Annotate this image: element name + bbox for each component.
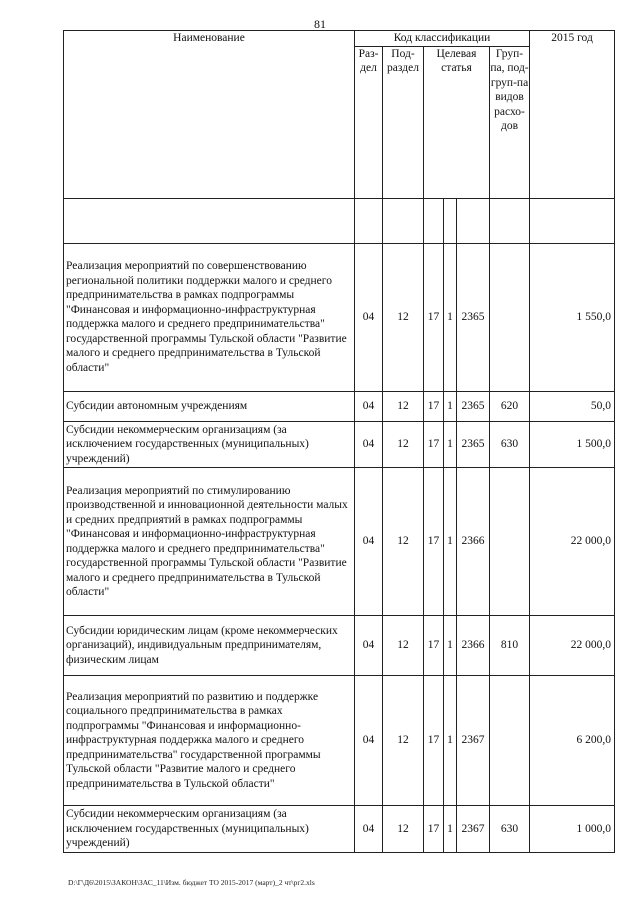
row-target-subprogram: 1 [444, 806, 457, 853]
row-razdel: 04 [355, 243, 383, 391]
row-target-program: 17 [424, 468, 444, 616]
row-name: Субсидии некоммерческим организациям (за исключением государственных (муниципальных) учреждений) [64, 806, 355, 853]
row-name: Субсидии некоммерческим организациям (за исключением государственных (муниципальных) учреждений) [64, 421, 355, 468]
row-name: Субсидии автономным учреждениям [64, 391, 355, 421]
row-amount: 1 550,0 [530, 243, 615, 391]
row-target-subprogram: 1 [444, 421, 457, 468]
column-header-classification-code: Код классификации [355, 31, 530, 47]
row-expense-group: 620 [490, 391, 530, 421]
row-amount: 1 000,0 [530, 806, 615, 853]
row-target-program: 17 [424, 616, 444, 676]
table-row [64, 391, 615, 421]
row-target-direction: 2365 [457, 391, 490, 421]
table-row [64, 676, 615, 806]
row-amount: 22 000,0 [530, 616, 615, 676]
row-razdel: 04 [355, 421, 383, 468]
row-razdel: 04 [355, 806, 383, 853]
row-name: Реализация мероприятий по совершенствованию региональной политики поддержки малого и среднего предпринимательства в рамках подпрограммы "Финансовая и информационно-инфраструктурная поддержка малого и среднего предпринимательства" государственной программы Тульской области "Развитие малого и среднего предпринимательства в Тульской области" [64, 243, 355, 391]
table-row [64, 616, 615, 676]
row-razdel: 04 [355, 468, 383, 616]
row-amount: 50,0 [530, 391, 615, 421]
row-target-program: 17 [424, 806, 444, 853]
row-expense-group: 810 [490, 616, 530, 676]
row-target-direction: 2367 [457, 676, 490, 806]
row-amount: 6 200,0 [530, 676, 615, 806]
table-row [64, 468, 615, 616]
row-podrazdel: 12 [383, 391, 424, 421]
column-header-razdel: Раз-дел [355, 46, 383, 198]
row-podrazdel: 12 [383, 421, 424, 468]
row-podrazdel: 12 [383, 616, 424, 676]
column-header-name: Наименование [64, 31, 355, 199]
row-expense-group [490, 243, 530, 391]
row-amount: 1 500,0 [530, 421, 615, 468]
row-expense-group [490, 468, 530, 616]
row-target-direction: 2365 [457, 243, 490, 391]
table-body [64, 198, 615, 852]
row-target-subprogram: 1 [444, 616, 457, 676]
row-podrazdel: 12 [383, 468, 424, 616]
row-target-direction: 2365 [457, 421, 490, 468]
row-target-program: 17 [424, 243, 444, 391]
row-podrazdel: 12 [383, 676, 424, 806]
row-expense-group: 630 [490, 806, 530, 853]
row-target-subprogram: 1 [444, 468, 457, 616]
row-target-direction: 2367 [457, 806, 490, 853]
column-header-target-article: Целевая статья [424, 46, 490, 198]
row-name: Субсидии юридическим лицам (кроме некоммерческих организаций), индивидуальным предпринимателям, физическим лицам [64, 616, 355, 676]
row-target-direction: 2366 [457, 468, 490, 616]
column-header-expense-group: Груп-па, под-груп-па видов расхо-дов [490, 46, 530, 198]
file-path-footer: D:\Г\Д6\2015\ЗАКОН\ЗАС_11\Изм. бюджет ТО 2015-2017 (март)_2 чт\рг2.xls [68, 878, 315, 887]
row-target-subprogram: 1 [444, 676, 457, 806]
row-target-program: 17 [424, 421, 444, 468]
row-target-subprogram: 1 [444, 243, 457, 391]
row-razdel: 04 [355, 676, 383, 806]
column-header-podrazdel: Под-раздел [383, 46, 424, 198]
page-number: 81 [314, 17, 326, 31]
column-header-year: 2015 год [530, 31, 615, 199]
budget-table [63, 30, 615, 853]
row-expense-group [490, 676, 530, 806]
row-name: Реализация мероприятий по развитию и поддержке социального предпринимательства в рамках подпрограммы "Финансовая и информационно-инфраструктурная поддержка малого и среднего предпринимательства" государственной программы Тульской области "Развитие малого и среднего предпринимательства в Тульской области" [64, 676, 355, 806]
row-podrazdel: 12 [383, 243, 424, 391]
row-target-subprogram: 1 [444, 391, 457, 421]
spacer-row [64, 198, 615, 243]
row-target-direction: 2366 [457, 616, 490, 676]
row-razdel: 04 [355, 616, 383, 676]
table-header [64, 31, 615, 199]
row-podrazdel: 12 [383, 806, 424, 853]
row-target-program: 17 [424, 676, 444, 806]
row-razdel: 04 [355, 391, 383, 421]
row-name: Реализация мероприятий по стимулированию производственной и инновационной деятельности малых и средних предприятий в рамках подпрограммы "Финансовая и информационно-инфраструктурная поддержка малого и среднего предпринимательства" государственной программы Тульской области "Развитие малого и среднего предпринимательства в Тульской области" [64, 468, 355, 616]
table-row [64, 421, 615, 468]
row-amount: 22 000,0 [530, 468, 615, 616]
row-expense-group: 630 [490, 421, 530, 468]
table-row [64, 243, 615, 391]
row-target-program: 17 [424, 391, 444, 421]
table-row [64, 806, 615, 853]
